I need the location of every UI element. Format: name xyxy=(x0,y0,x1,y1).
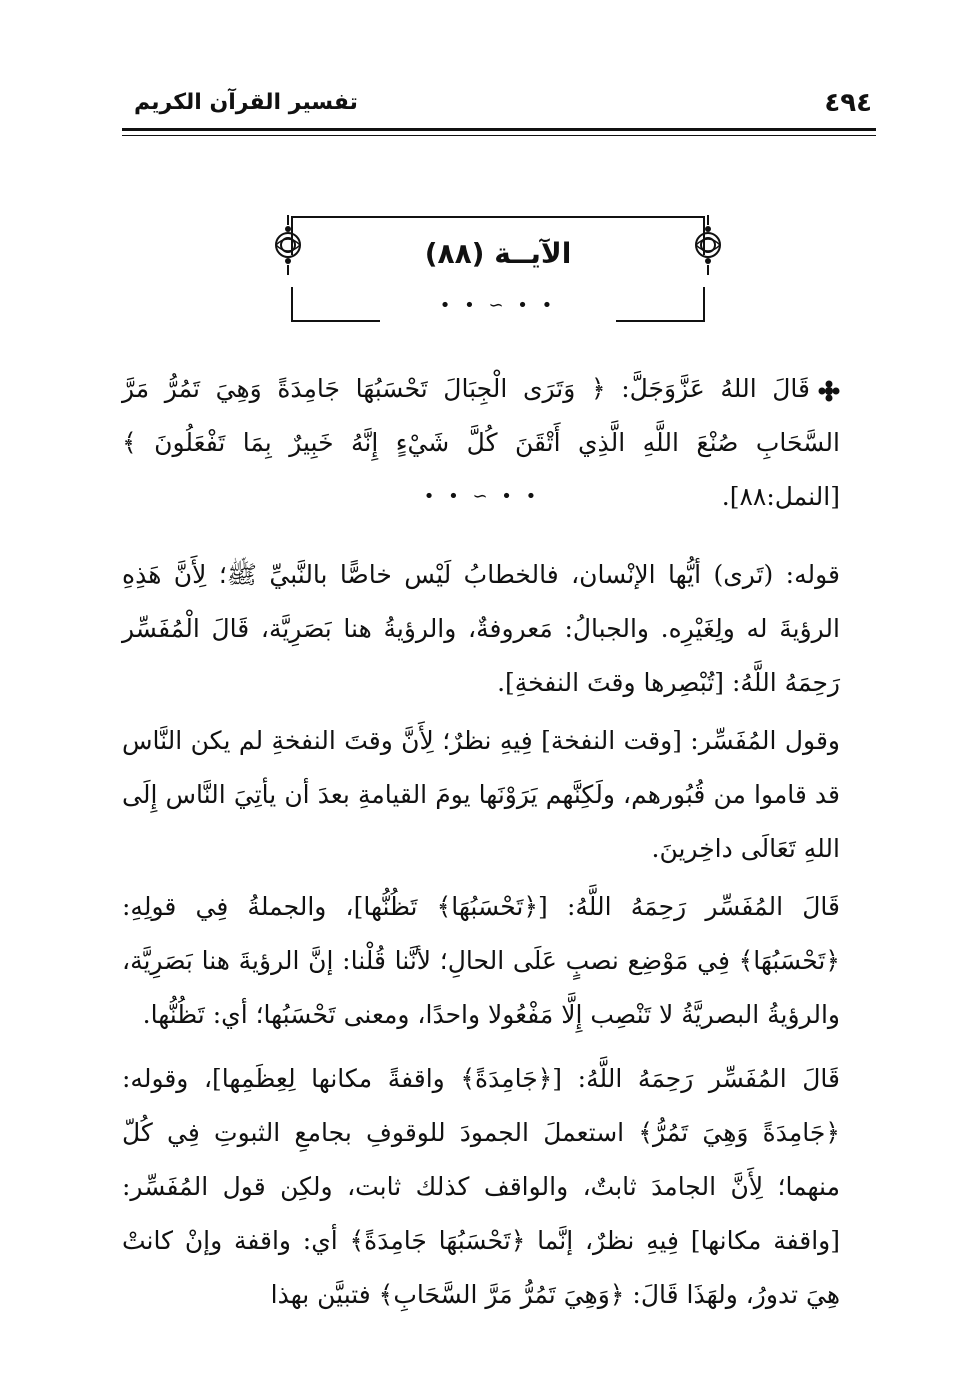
heading-dots: • • ∽ • • xyxy=(439,295,557,316)
ayah-title-frame xyxy=(290,215,706,325)
verse-text: قَالَ اللهُ عَزَّوَجَلَّ: ﴿ وَتَرَى الْجِبَالَ تَحْسَبُهَا جَامِدَةً وَهِيَ تَمُرُّ مَرَّ السَّحَابِ صُنْعَ اللَّهِ الَّذِي أَتْقَنَ كُلَّ شَيْءٍ إِنَّهُ خَبِيرٌ بِمَا تَفْعَلُونَ ﴾ [النمل:٨٨]. xyxy=(122,374,840,511)
flower-bullet-icon xyxy=(818,380,840,402)
paragraph: وقول المُفَسِّر: [وقت النفخة] فِيهِ نظرٌ؛ لِأَنَّ وقتَ النفخةِ لم يكن النَّاس قد قاموا من قُبُورهم، ولَكِنَّهم يَرَوْنَها يومَ القيامةِ بعدَ أن يأتِيَ النَّاس إِلَى اللهِ تَعَالَى داخِرينَ. xyxy=(122,726,840,863)
ayah-heading: الآيــة (٨٨) xyxy=(424,237,572,270)
paragraph: قَالَ المُفَسِّر رَحِمَهُ اللَّهُ: [﴿تَحْسَبُهَا﴾ تَظُنُّها]، والجملةُ فِي قولِهِ: ﴿تَحْسَبُهَا﴾ فِي مَوْضِع نصبٍ عَلَى الحالِ؛ لأنَّنا قُلْنا: إنَّ الرؤيةَ هنا بَصَرِيَّة، والرؤيةُ البصريَّةُ لا تَنْصِب إِلَّا مَفْعُولا واحدًا، ومعنى تَحْسَبُها؛ أي: تَظُنُّها. xyxy=(122,892,840,1029)
page-number: ٤٩٤ xyxy=(824,88,872,118)
page-header xyxy=(122,84,876,131)
section-separator: • • ∽ • • xyxy=(423,486,541,507)
paragraph: قوله: (تَرى) أيُّها الإنْسان، فالخطابُ لَيْس خاصًّا بالنَّبيِّ ﷺ؛ لِأَنَّ هَذِهِ الرؤيةَ له ولِغَيْرِه. والجبالُ: مَعروفةٌ، والرؤيةُ هنا بَصَرِيَّة، قَالَ الْمُفَسِّر رَحِمَهُ اللَّهُ: [تُبْصِرها وقتَ النفخةِ]. xyxy=(122,560,840,697)
paragraph: قَالَ المُفَسِّر رَحِمَهُ اللَّهُ: [﴿جَامِدَةً﴾ واقفةً مكانها لِعِظَمِها]، وقوله: ﴿جَامِدَةً وَهِيَ تَمُرُّ﴾ استعملَ الجمودَ للوقوفِ بجامعِ الثبوتِ فِي كُلّ منهما؛ لِأَنَّ الجامدَ ثابتٌ، والواقف كذلك ثابت، ولكِن قول المُفَسِّر: [واقفة مكانها] فِيهِ نظرٌ، إنَّما ﴿تَحْسَبُهَا جَامِدَةً﴾ أي: واقفة وإنْ كانتْ هِيَ تدورُ، ولهَذَا قَالَ: ﴿وَهِيَ تَمُرُّ مَرَّ السَّحَابِ﴾ فتبيَّن بهذا xyxy=(122,1064,840,1309)
book-title: تفسير القرآن الكريم xyxy=(134,90,358,115)
